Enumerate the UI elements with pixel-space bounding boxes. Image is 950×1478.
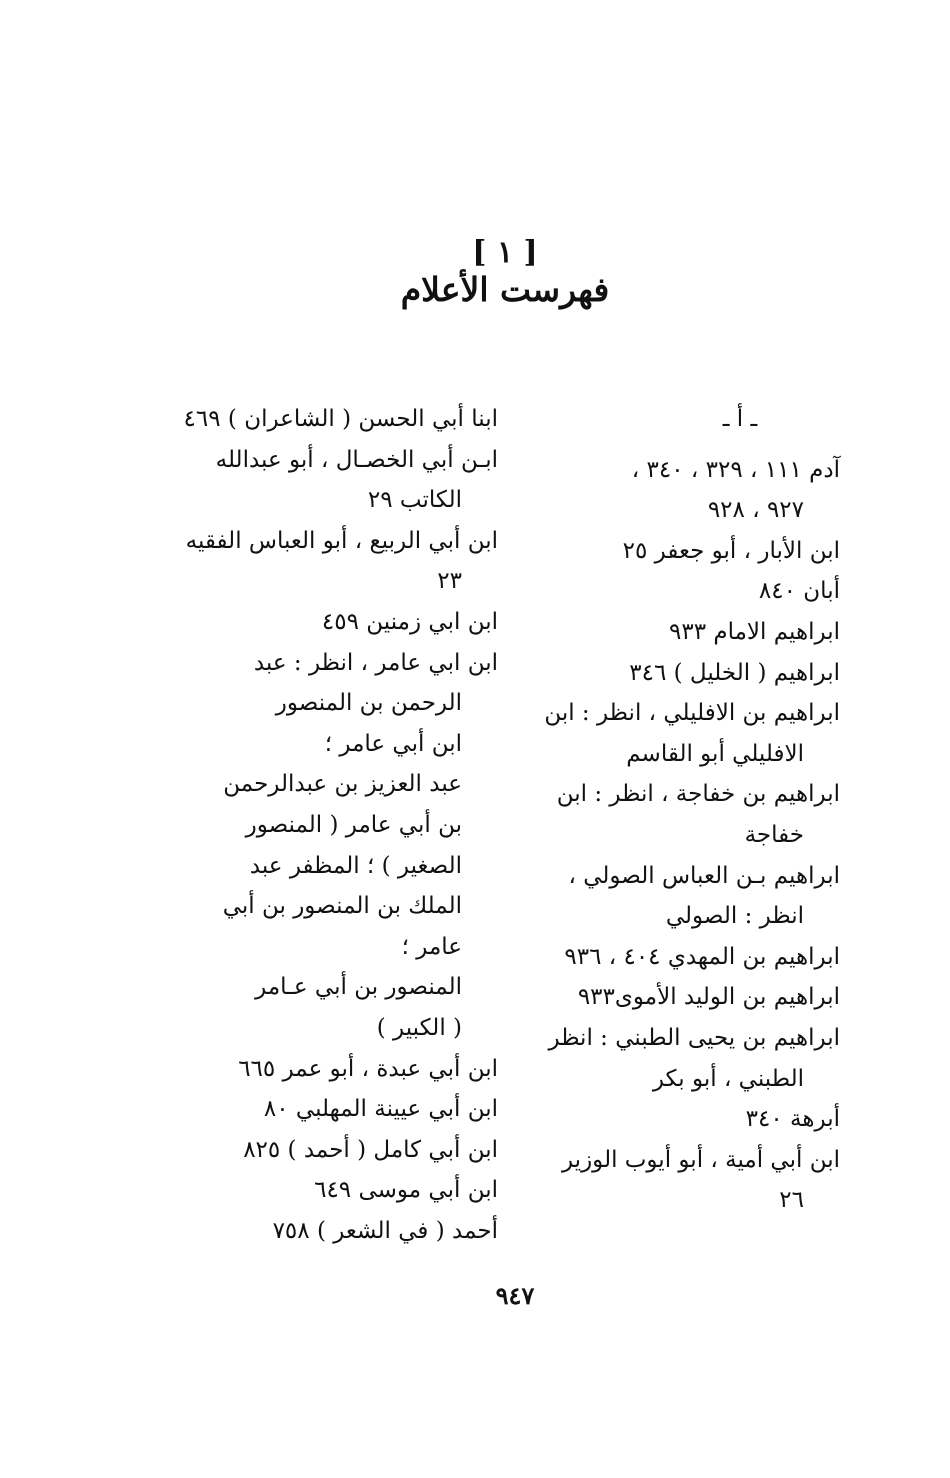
- index-entry-continuation: الطبني ، أبو بكر: [652, 1065, 804, 1092]
- index-entry-continuation: ٢٣: [437, 568, 462, 595]
- letter-heading: ـ أ ـ: [722, 406, 758, 432]
- index-entry: ابن ابي زمنين ٤٥٩: [321, 608, 498, 635]
- index-entry-subentry: ( الكبير ): [376, 1014, 462, 1041]
- index-entry-subentry: المنصور بن أبي عـامر: [255, 974, 462, 1001]
- index-entry-subentry: ابن أبي عامر ؛: [324, 730, 462, 757]
- index-entry-continuation: ٩٢٧ ، ٩٢٨: [707, 497, 804, 524]
- index-column-left: [178, 399, 498, 1251]
- index-entry: ابراهيم بن خفاجة ، انظر : ابن: [556, 781, 840, 808]
- index-entry-subentry: الملك بن المنصور بن أبي: [222, 893, 462, 920]
- index-entry-continuation: الرحمن بن المنصور: [275, 690, 462, 717]
- index-entry: أحمد ( في الشعر ) ٧٥٨: [272, 1217, 498, 1244]
- section-number: [ ١ ]: [472, 235, 538, 270]
- index-entry: ابن الأبار ، أبو جعفر ٢٥: [622, 537, 840, 564]
- index-entry: أبان ٨٤٠: [758, 578, 840, 605]
- index-entry: ابن أبي موسى ٦٤٩: [314, 1177, 498, 1204]
- index-entry: ابراهيم الامام ٩٣٣: [668, 618, 840, 645]
- index-entry: ابن أبي عيينة المهلبي ٨٠: [263, 1096, 498, 1123]
- index-entry: ابراهيم بن يحيى الطبني : انظر: [548, 1024, 840, 1051]
- index-entry: آدم ١١١ ، ٣٢٩ ، ٣٤٠ ،: [631, 456, 840, 483]
- index-entry-continuation: الافليلي أبو القاسم: [626, 740, 804, 767]
- index-entry: ابراهيم ( الخليل ) ٣٤٦: [629, 659, 840, 686]
- page-header: [0, 236, 950, 310]
- index-entry-subentry: الصغير ) ؛ المظفر عبد: [249, 852, 462, 879]
- page-number: [0, 1281, 950, 1310]
- index-entry-continuation: خفاجة: [744, 821, 804, 848]
- index-entry: ابراهيم بن المهدي ٤٠٤ ، ٩٣٦: [564, 943, 840, 970]
- index-entry: ابـن أبي الخصـال ، أبو عبدالله: [215, 446, 498, 473]
- index-entry: أبرهة ٣٤٠: [745, 1106, 840, 1133]
- index-entry: ابن أبي كامل ( أحمد ) ٨٢٥: [243, 1136, 498, 1163]
- index-entry-subentry: بن أبي عامر ( المنصور: [245, 811, 462, 838]
- index-entry: ابراهيم بن الافليلي ، انظر : ابن: [544, 700, 840, 727]
- index-entry-continuation: انظر : الصولي: [665, 903, 804, 930]
- index-entry: ابن ابي عامر ، انظر : عبد: [253, 649, 498, 676]
- index-entry-subentry: عبد العزيز بن عبدالرحمن: [223, 771, 462, 798]
- page-title: فهرست الأعلام: [400, 270, 610, 309]
- page-number-text: ٩٤٧: [495, 1281, 535, 1310]
- index-entry: ابنا أبي الحسن ( الشاعران ) ٤٦٩: [183, 406, 498, 432]
- index-entry-continuation: الكاتب ٢٩: [367, 487, 462, 514]
- index-column-right: [510, 399, 840, 1221]
- index-entry: ابن أبي الربيع ، أبو العباس الفقيه: [185, 527, 498, 554]
- index-entry: ابراهيم بن الوليد الأموى٩٣٣: [577, 984, 840, 1011]
- index-entry: ابراهيم بـن العباس الصولي ،: [568, 862, 840, 889]
- index-entry-continuation: ٢٦: [779, 1187, 804, 1214]
- index-entry: ابن أبي أمية ، أبو أيوب الوزير: [561, 1146, 840, 1173]
- index-entry: ابن أبي عبدة ، أبو عمر ٦٦٥: [238, 1055, 498, 1082]
- index-entry-subentry: عامر ؛: [401, 933, 462, 960]
